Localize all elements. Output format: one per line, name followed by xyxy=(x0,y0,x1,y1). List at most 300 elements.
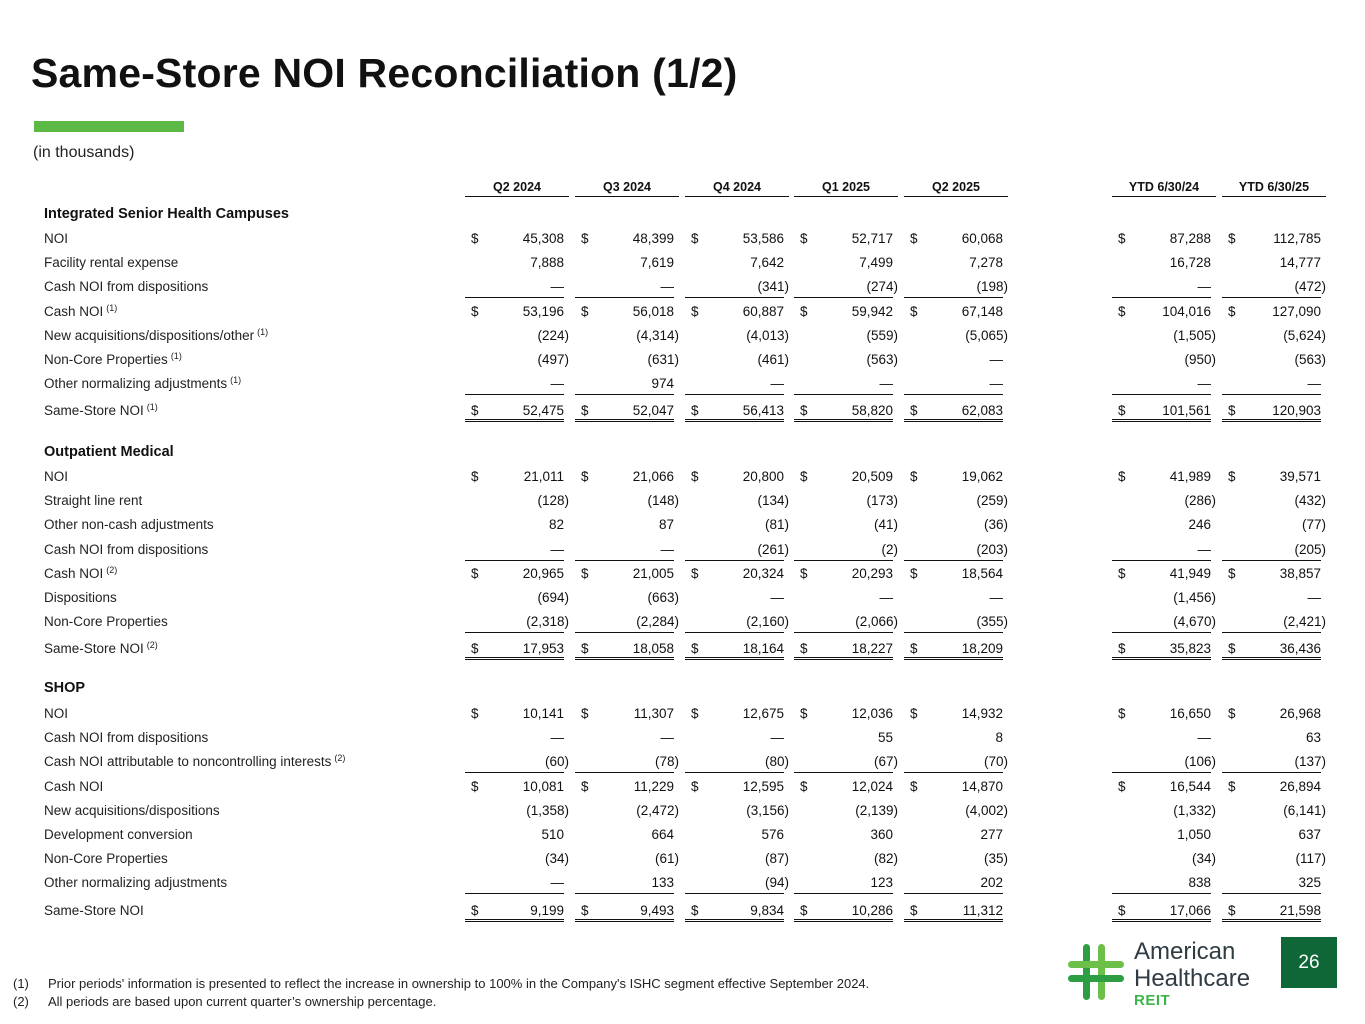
row-label: Same-Store NOI xyxy=(44,902,144,918)
cell-value: 59,942 xyxy=(851,303,893,319)
cell-value: 52,717 xyxy=(851,231,893,246)
currency-symbol: $ xyxy=(581,778,589,794)
table-cell xyxy=(575,468,674,488)
cell-value: (563) xyxy=(866,352,898,367)
table-cell xyxy=(1222,375,1321,395)
row-label: Same-Store NOI $^{(1)}$ xyxy=(44,402,158,419)
cell-value: (2,284) xyxy=(636,614,679,630)
table-cell xyxy=(904,516,1008,536)
table-cell xyxy=(1222,778,1321,798)
cell-value: (341) xyxy=(757,279,789,295)
table-cell xyxy=(685,753,789,773)
table-cell xyxy=(794,778,893,798)
cell-value: (82) xyxy=(873,851,898,867)
cell-value: 838 xyxy=(1188,875,1211,891)
currency-symbol: $ xyxy=(471,303,479,319)
cell-value: (1,332) xyxy=(1173,802,1216,818)
cell-value: 104,016 xyxy=(1162,303,1211,319)
cell-value: 60,068 xyxy=(961,231,1003,246)
table-cell xyxy=(904,327,1008,347)
table-cell xyxy=(685,826,784,846)
cell-value: (4,670) xyxy=(1173,614,1216,630)
table-cell xyxy=(685,492,789,512)
table-cell xyxy=(685,278,789,298)
cell-value: 101,561 xyxy=(1162,403,1211,419)
cell-value: (2,318) xyxy=(526,614,569,630)
currency-symbol: $ xyxy=(471,403,479,419)
cell-value: (2,421) xyxy=(1283,614,1326,630)
table-cell xyxy=(465,254,564,274)
table-cell xyxy=(904,613,1008,633)
currency-symbol: $ xyxy=(471,565,479,581)
cell-value: 7,278 xyxy=(969,255,1003,271)
currency-symbol: $ xyxy=(691,403,699,419)
table-cell xyxy=(1112,541,1211,561)
table-cell xyxy=(904,705,1003,725)
currency-symbol: $ xyxy=(1118,706,1126,721)
cell-value: (78) xyxy=(654,754,679,770)
currency-symbol: $ xyxy=(800,641,808,657)
cell-value: (261) xyxy=(757,541,789,557)
table-cell xyxy=(904,278,1008,298)
table-cell xyxy=(904,303,1003,323)
row-label: Development conversion xyxy=(44,827,193,842)
cell-value: (563) xyxy=(1294,352,1326,367)
footnote-1: (1) Prior periods' information is presented to reflect the increase in ownership to 100% in the Company's ISHC segment effective September 2024. xyxy=(13,976,870,991)
table-cell xyxy=(904,826,1003,846)
cell-value: 12,036 xyxy=(851,706,893,721)
table-cell xyxy=(1112,278,1211,298)
table-cell xyxy=(1112,303,1211,323)
cell-value: 17,953 xyxy=(522,641,564,657)
table-cell xyxy=(1222,254,1321,274)
section-title: Outpatient Medical xyxy=(44,444,174,460)
table-cell xyxy=(685,254,784,274)
cell-value: 637 xyxy=(1298,827,1321,842)
cell-value: 38,857 xyxy=(1279,565,1321,581)
cell-value: — xyxy=(989,590,1003,605)
currency-symbol: $ xyxy=(800,902,808,918)
cell-value: — xyxy=(989,352,1003,367)
table-cell xyxy=(1222,589,1321,609)
cell-value: 360 xyxy=(870,827,893,842)
table-cell xyxy=(794,541,898,561)
cell-value: 974 xyxy=(651,376,674,392)
cell-value: 14,777 xyxy=(1279,255,1321,271)
cell-value: 7,642 xyxy=(750,255,784,271)
table-cell xyxy=(465,778,564,798)
table-cell xyxy=(575,230,674,250)
cell-value: 45,308 xyxy=(522,231,564,246)
table-cell xyxy=(904,802,1008,822)
table-cell xyxy=(794,589,893,609)
cell-value: 9,834 xyxy=(750,902,784,918)
cell-value: — xyxy=(1197,541,1211,557)
cell-value: 20,293 xyxy=(851,565,893,581)
table-cell xyxy=(794,402,893,422)
table-cell xyxy=(794,327,898,347)
cell-value: (117) xyxy=(1295,851,1326,867)
table-cell xyxy=(1222,826,1321,846)
currency-symbol: $ xyxy=(691,706,699,721)
cell-value: 11,307 xyxy=(633,706,674,721)
currency-symbol: $ xyxy=(1228,778,1236,794)
table-cell xyxy=(794,516,898,536)
cell-value: 19,062 xyxy=(961,469,1003,484)
table-cell xyxy=(575,589,679,609)
cell-value: (559) xyxy=(866,327,898,343)
currency-symbol: $ xyxy=(471,231,479,246)
table-cell xyxy=(465,729,564,749)
cell-value: 9,493 xyxy=(640,902,674,918)
currency-symbol: $ xyxy=(1228,469,1236,484)
cell-value: (432) xyxy=(1294,493,1326,509)
cell-value: — xyxy=(989,376,1003,392)
cell-value: (198) xyxy=(976,279,1008,295)
row-label: Cash NOI from dispositions xyxy=(44,279,209,295)
cell-value: — xyxy=(550,541,564,557)
currency-symbol: $ xyxy=(471,778,479,794)
column-header: Q2 2024 xyxy=(465,180,569,197)
cell-value: 21,598 xyxy=(1279,902,1321,918)
table-cell xyxy=(794,565,893,585)
cell-value: 18,227 xyxy=(851,641,893,657)
currency-symbol: $ xyxy=(1228,641,1236,657)
table-cell xyxy=(1112,902,1211,922)
cell-value: (67) xyxy=(873,754,898,770)
table-cell xyxy=(685,351,789,371)
currency-symbol: $ xyxy=(691,778,699,794)
cell-value: 127,090 xyxy=(1272,303,1321,319)
row-label: Non-Core Properties $^{(1)}$ xyxy=(44,351,182,367)
table-cell xyxy=(685,850,789,870)
row-label: Non-Core Properties xyxy=(44,851,168,867)
table-cell xyxy=(1112,613,1216,633)
table-cell xyxy=(1112,351,1216,371)
cell-value: (6,141) xyxy=(1283,802,1326,818)
cell-value: 510 xyxy=(541,827,564,842)
table-cell xyxy=(1112,640,1211,660)
cell-value: 53,586 xyxy=(742,231,784,246)
currency-symbol: $ xyxy=(471,469,479,484)
table-cell xyxy=(1112,516,1211,536)
column-header: Q1 2025 xyxy=(794,180,898,197)
cell-value: (34) xyxy=(1191,851,1216,867)
table-cell xyxy=(1222,402,1321,422)
cell-value: 12,024 xyxy=(851,778,893,794)
table-cell xyxy=(685,402,784,422)
cell-value: (35) xyxy=(983,851,1008,867)
currency-symbol: $ xyxy=(800,706,808,721)
table-cell xyxy=(1112,729,1211,749)
cell-value: — xyxy=(879,376,893,392)
cell-value: (2,066) xyxy=(855,614,898,630)
cell-value: 11,312 xyxy=(962,902,1003,918)
table-cell xyxy=(1112,874,1211,894)
currency-symbol: $ xyxy=(910,641,918,657)
table-cell xyxy=(794,303,893,323)
cell-value: (663) xyxy=(647,590,679,605)
row-label: Non-Core Properties xyxy=(44,614,168,630)
footnotes xyxy=(13,975,869,1011)
table-cell xyxy=(465,278,564,298)
page-title: Same-Store NOI Reconciliation (1/2) xyxy=(31,50,738,96)
cell-value: (4,002) xyxy=(965,802,1008,818)
table-cell xyxy=(1112,778,1211,798)
table-cell xyxy=(1222,802,1326,822)
cell-value: 14,932 xyxy=(961,706,1003,721)
cell-value: (1,505) xyxy=(1173,327,1216,343)
cell-value: 62,083 xyxy=(961,403,1003,419)
table-cell xyxy=(904,492,1008,512)
table-cell xyxy=(1222,351,1326,371)
column-header: Q4 2024 xyxy=(685,180,789,197)
section-title: SHOP xyxy=(44,680,86,696)
table-cell xyxy=(465,589,569,609)
cell-value: — xyxy=(1197,730,1211,746)
table-cell xyxy=(794,850,898,870)
table-cell xyxy=(904,874,1003,894)
cell-value: (5,624) xyxy=(1283,327,1326,343)
footnote-ref: (1) xyxy=(106,302,118,313)
table-cell xyxy=(1222,327,1326,347)
table-cell xyxy=(1112,705,1211,725)
table-cell xyxy=(794,492,898,512)
table-cell xyxy=(575,254,674,274)
currency-symbol: $ xyxy=(1118,902,1126,918)
cell-value: — xyxy=(550,730,564,746)
currency-symbol: $ xyxy=(1118,231,1126,246)
table-cell xyxy=(794,753,898,773)
cell-value: (77) xyxy=(1301,517,1326,533)
cell-value: 202 xyxy=(980,875,1003,891)
table-cell xyxy=(465,492,569,512)
row-label: New acquisitions/dispositions xyxy=(44,802,220,818)
table-cell xyxy=(575,278,674,298)
table-cell xyxy=(1222,492,1326,512)
table-cell xyxy=(465,468,564,488)
cell-value: 67,148 xyxy=(961,303,1003,319)
cell-value: (224) xyxy=(537,327,569,343)
cell-value: (286) xyxy=(1184,493,1216,509)
table-cell xyxy=(1112,468,1211,488)
table-cell xyxy=(685,468,784,488)
currency-symbol: $ xyxy=(1118,303,1126,319)
table-cell xyxy=(1112,802,1216,822)
table-cell xyxy=(685,516,789,536)
cell-value: 277 xyxy=(980,827,1003,842)
currency-symbol: $ xyxy=(1228,706,1236,721)
currency-symbol: $ xyxy=(800,565,808,581)
currency-symbol: $ xyxy=(1118,778,1126,794)
cell-value: 87,288 xyxy=(1169,231,1211,246)
table-cell xyxy=(575,902,674,922)
row-label: Other normalizing adjustments $^{(1)}$ xyxy=(44,375,242,392)
cell-value: 56,018 xyxy=(632,303,674,319)
currency-symbol: $ xyxy=(471,902,479,918)
currency-symbol: $ xyxy=(1228,303,1236,319)
table-cell xyxy=(794,874,893,894)
cell-value: 12,675 xyxy=(742,706,784,721)
cell-value: 48,399 xyxy=(632,231,674,246)
cell-value: (472) xyxy=(1294,279,1326,295)
cell-value: 112,785 xyxy=(1273,231,1321,246)
currency-symbol: $ xyxy=(691,231,699,246)
cell-value: — xyxy=(550,376,564,392)
currency-symbol: $ xyxy=(581,403,589,419)
table-cell xyxy=(575,351,679,371)
table-cell xyxy=(685,874,789,894)
table-cell xyxy=(465,351,569,371)
cell-value: (1,358) xyxy=(526,802,569,818)
currency-symbol: $ xyxy=(910,469,918,484)
cell-value: 87 xyxy=(658,517,674,533)
section-title: Integrated Senior Health Campuses xyxy=(44,206,289,222)
table-cell xyxy=(794,826,893,846)
cell-value: (61) xyxy=(654,851,679,867)
table-cell xyxy=(1222,902,1321,922)
currency-symbol: $ xyxy=(800,778,808,794)
cell-value: (70) xyxy=(983,754,1008,770)
cell-value: 56,413 xyxy=(742,403,784,419)
table-cell xyxy=(575,778,674,798)
currency-symbol: $ xyxy=(800,403,808,419)
table-cell xyxy=(794,254,893,274)
cell-value: — xyxy=(879,590,893,605)
cell-value: 1,050 xyxy=(1177,827,1211,842)
cell-value: — xyxy=(1307,590,1321,605)
table-cell xyxy=(904,351,1003,371)
cell-value: 10,081 xyxy=(522,778,564,794)
table-cell xyxy=(465,565,564,585)
cell-value: (497) xyxy=(537,352,569,367)
table-cell xyxy=(1112,753,1216,773)
cell-value: 16,544 xyxy=(1169,778,1211,794)
table-cell xyxy=(1222,230,1321,250)
table-cell xyxy=(465,753,569,773)
table-cell xyxy=(904,850,1008,870)
table-cell xyxy=(904,753,1008,773)
cell-value: 17,066 xyxy=(1169,902,1211,918)
footnote-ref: (2) xyxy=(106,564,118,575)
footnote-ref: (1) xyxy=(146,402,158,413)
table-cell xyxy=(1222,729,1321,749)
table-cell xyxy=(685,729,784,749)
table-cell xyxy=(1222,516,1326,536)
footnote-ref: (2) xyxy=(146,640,158,651)
page-number-badge: 26 xyxy=(1281,937,1337,988)
cell-value: (128) xyxy=(537,493,569,509)
table-cell xyxy=(465,640,564,660)
cell-value: 21,011 xyxy=(523,469,564,484)
table-cell xyxy=(685,541,789,561)
currency-symbol: $ xyxy=(910,403,918,419)
table-cell xyxy=(575,303,674,323)
cell-value: 82 xyxy=(548,517,564,533)
table-cell xyxy=(465,327,569,347)
row-label: Same-Store NOI $^{(2)}$ xyxy=(44,640,158,657)
table-cell xyxy=(465,402,564,422)
table-cell xyxy=(904,729,1003,749)
table-cell xyxy=(685,589,784,609)
footnote-ref: (1) xyxy=(230,375,242,386)
cell-value: (203) xyxy=(976,541,1008,557)
table-cell xyxy=(1222,753,1326,773)
table-cell xyxy=(685,613,789,633)
row-label: NOI xyxy=(44,469,69,484)
table-cell xyxy=(1222,705,1321,725)
currency-symbol: $ xyxy=(910,565,918,581)
currency-symbol: $ xyxy=(1118,641,1126,657)
table-cell xyxy=(1222,468,1321,488)
table-cell xyxy=(465,230,564,250)
currency-symbol: $ xyxy=(910,706,918,721)
currency-symbol: $ xyxy=(691,902,699,918)
currency-symbol: $ xyxy=(581,469,589,484)
row-label: New acquisitions/dispositions/other $^{(1)}$ xyxy=(44,326,269,343)
table-cell xyxy=(904,640,1003,660)
table-cell xyxy=(1112,230,1211,250)
cell-value: (41) xyxy=(873,517,898,533)
cell-value: (4,013) xyxy=(746,327,789,343)
table-cell xyxy=(465,613,569,633)
table-cell xyxy=(1222,303,1321,323)
table-cell xyxy=(465,516,564,536)
table-cell xyxy=(465,802,569,822)
table-cell xyxy=(904,468,1003,488)
table-cell xyxy=(465,303,564,323)
cell-value: 18,209 xyxy=(961,641,1003,657)
currency-symbol: $ xyxy=(910,902,918,918)
cell-value: 12,595 xyxy=(742,778,784,794)
cell-value: — xyxy=(550,875,564,891)
table-cell xyxy=(685,303,784,323)
row-label: Cash NOI $^{(1)}$ xyxy=(44,302,118,319)
currency-symbol: $ xyxy=(800,303,808,319)
table-cell xyxy=(465,902,564,922)
row-label: Cash NOI from dispositions xyxy=(44,730,209,746)
cell-value: 10,286 xyxy=(851,902,893,918)
cell-value: (36) xyxy=(983,517,1008,533)
cell-value: (631) xyxy=(647,352,679,367)
cell-value: (205) xyxy=(1294,541,1326,557)
company-logo xyxy=(1066,938,1276,1014)
footnote-ref: (2) xyxy=(334,753,346,764)
cell-value: (259) xyxy=(976,493,1008,509)
cell-value: (60) xyxy=(544,754,569,770)
currency-symbol: $ xyxy=(581,565,589,581)
row-label: Other non-cash adjustments xyxy=(44,517,214,533)
table-cell xyxy=(1222,278,1326,298)
table-cell xyxy=(1222,874,1321,894)
cell-value: 576 xyxy=(761,827,784,842)
currency-symbol: $ xyxy=(691,565,699,581)
cell-value: 63 xyxy=(1305,730,1321,746)
table-cell xyxy=(465,375,564,395)
cell-value: 18,058 xyxy=(632,641,674,657)
table-cell xyxy=(904,902,1003,922)
plus-cross-icon xyxy=(1066,942,1126,1002)
table-cell xyxy=(575,613,679,633)
table-cell xyxy=(465,826,564,846)
cell-value: 58,820 xyxy=(851,403,893,419)
table-cell xyxy=(904,402,1003,422)
table-cell xyxy=(465,850,569,870)
table-cell xyxy=(575,705,674,725)
table-cell xyxy=(794,613,898,633)
table-cell xyxy=(685,802,789,822)
table-cell xyxy=(575,826,674,846)
